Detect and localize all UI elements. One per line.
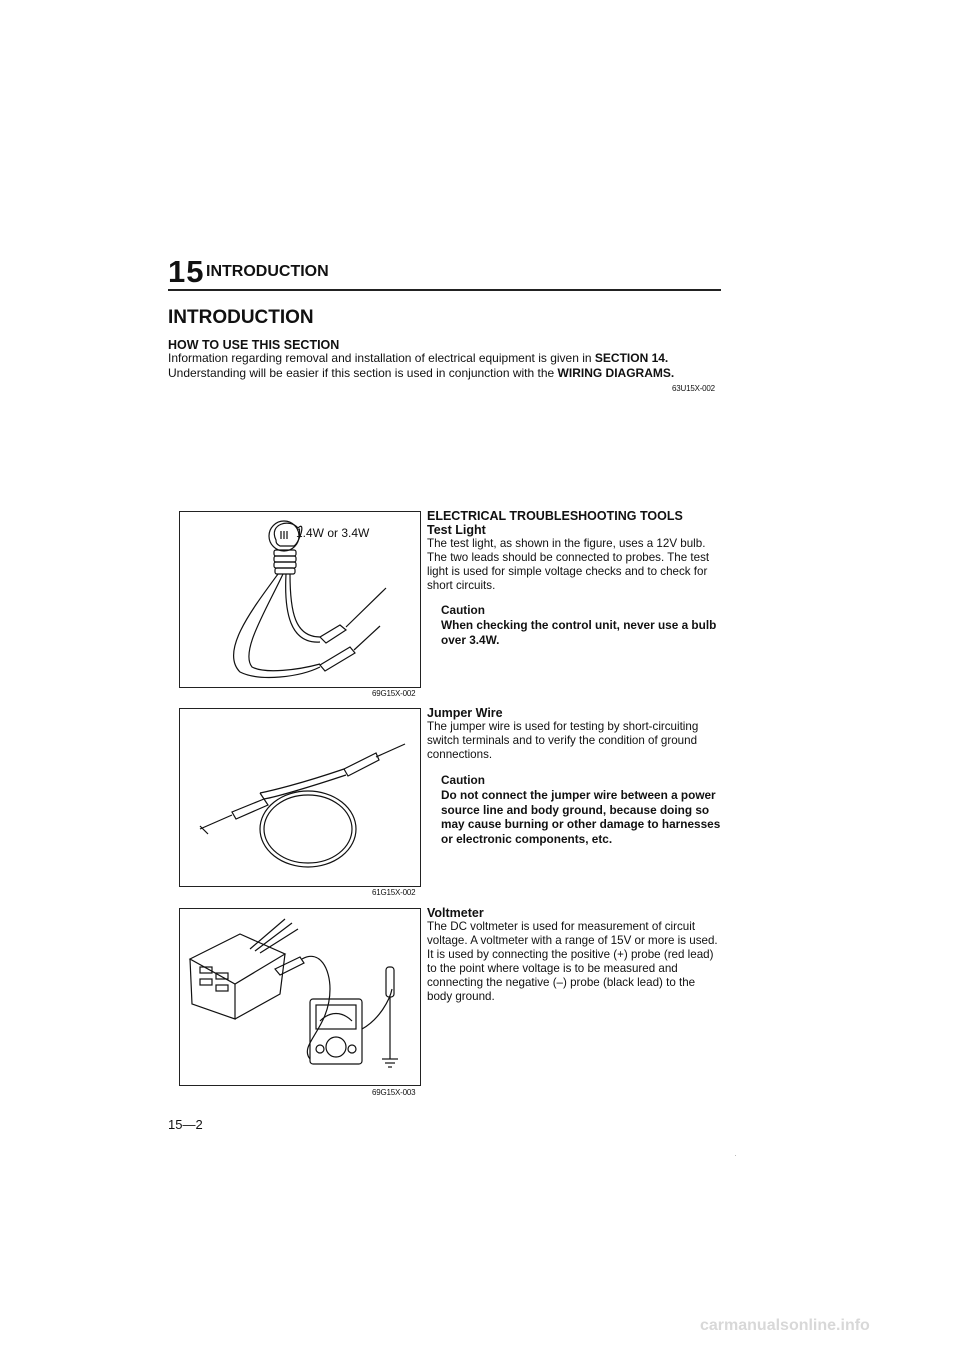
voltmeter-body: The DC voltmeter is used for measurement of circuit voltage. A voltmeter with a range of 15V or more is used. It is used by connecting the positive (+) probe (red lead) to the point where voltage is to be measured and connecting the negative (–) probe (black lead) to the body ground.: [427, 920, 718, 1003]
intro-code: 63U15X-002: [672, 384, 715, 393]
test-light-caution-text: When checking the control unit, never use a bulb over 3.4W.: [441, 618, 717, 647]
jumper-wire-illustration: [180, 709, 420, 886]
jumper-wire-figure-code: 61G15X-002: [372, 888, 416, 897]
voltmeter-illustration: [180, 909, 420, 1085]
jumper-wire-body: The jumper wire is used for testing by short-circuiting switch terminals and to verify the condition of ground connections.: [427, 720, 699, 761]
intro-line-1: Information regarding removal and installation of electrical equipment is given in SECTION 14.: [168, 351, 669, 365]
footer-watermark: carmanualsonline.info: [700, 1317, 870, 1334]
header-rule: [168, 289, 721, 291]
test-light-body: The test light, as shown in the figure, uses a 12V bulb. The two leads should be connected to probes. The test light is used for simple voltage checks and to check for short circuits.: [427, 537, 710, 592]
jumper-wire-caution-text: Do not connect the jumper wire between a power source line and body ground, because doing so may cause burning or other damage to harnesses or electronic components, etc.: [441, 788, 721, 846]
jumper-wire-figure: [179, 708, 421, 887]
voltmeter-figure-code: 69G15X-003: [372, 1088, 416, 1097]
scan-speck: [735, 1155, 736, 1156]
intro-line-2: Understanding will be easier if this section is used in conjunction with the WIRING DIAGRAMS.: [168, 366, 675, 380]
test-light-caution-label: Caution: [441, 603, 485, 617]
subsection-title: HOW TO USE THIS SECTION: [168, 338, 340, 352]
page-number: 15—2: [168, 1117, 203, 1132]
chapter-title: INTRODUCTION: [206, 263, 329, 280]
voltmeter-heading: Voltmeter: [427, 906, 484, 920]
section-title: INTRODUCTION: [168, 307, 314, 328]
test-light-figure-code: 69G15X-002: [372, 689, 416, 698]
voltmeter-figure: [179, 908, 421, 1086]
jumper-wire-caution-label: Caution: [441, 773, 485, 787]
jumper-wire-heading: Jumper Wire: [427, 706, 503, 720]
bulb-wattage-label: 1.4W or 3.4W: [296, 526, 370, 540]
test-light-heading: Test Light: [427, 523, 486, 537]
tools-heading: ELECTRICAL TROUBLESHOOTING TOOLS: [427, 509, 683, 523]
chapter-number: 15: [168, 254, 205, 289]
